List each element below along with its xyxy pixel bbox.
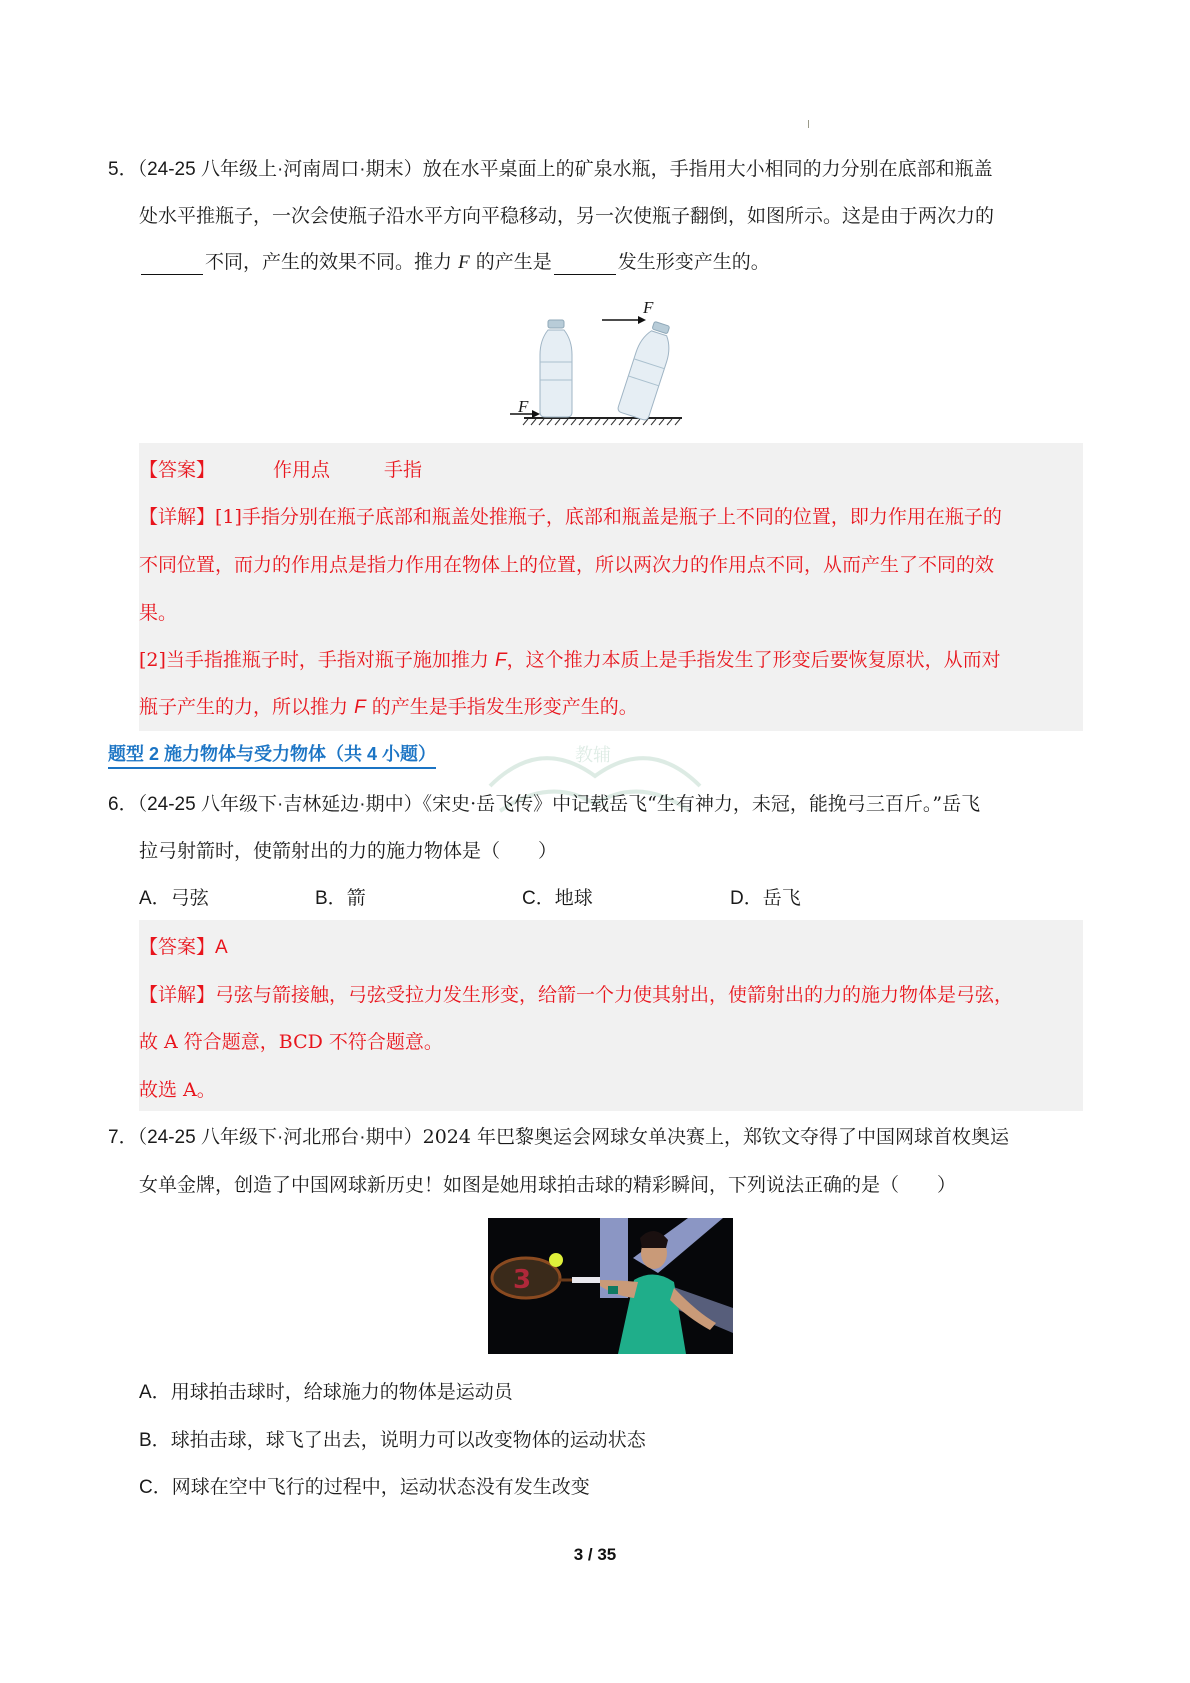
option-text: 地球	[554, 887, 593, 909]
q6-detail-line-3: 故选 A。	[139, 1079, 216, 1101]
option-key: B．	[139, 1430, 171, 1451]
q5-answer-box	[139, 443, 1083, 731]
answer-blank-1[interactable]	[141, 254, 203, 275]
q5-text: 放在水平桌面上的矿泉水瓶，手指用大小相同的力分别在底部和瓶盖	[422, 158, 993, 180]
svg-text:3: 3	[513, 1265, 532, 1295]
q5-number: 5．	[108, 159, 138, 180]
q5-source: （24-25 八年级上·河南周口·期末）	[137, 159, 423, 180]
section-heading: 题型 2 施力物体与受力物体（共 4 小题）	[108, 740, 436, 769]
answer-1: 作用点	[273, 459, 331, 481]
q5-line-3	[139, 250, 770, 275]
detail-text: ，这个推力本质上是手指发生了形变后要恢复原状，从而对	[506, 649, 1001, 671]
option-key: A．	[139, 1382, 171, 1403]
answer-value: A	[215, 937, 228, 958]
q7-option-c[interactable]	[139, 1475, 590, 1500]
option-key: D．	[730, 888, 763, 909]
q6-option-d[interactable]	[730, 886, 801, 911]
detail-label: 【详解】	[139, 984, 216, 1006]
q6-line-2: 拉弓射箭时，使箭射出的力的施力物体是（ ）	[139, 840, 558, 862]
force-label-left: F	[518, 397, 529, 416]
variable-f: F	[354, 697, 366, 718]
answer-blank-2[interactable]	[554, 254, 616, 275]
bottle-upright	[540, 320, 572, 417]
detail-label: 【详解】	[139, 506, 216, 528]
option-text: 岳飞	[762, 887, 801, 909]
variable-f: F	[458, 252, 470, 273]
option-text: 用球拍击球时，给球施力的物体是运动员	[170, 1381, 513, 1403]
detail-text: 弓弦与箭接触，弓弦受拉力发生形变，给箭一个力使其射出，使箭射出的力的施力物体是弓弦，	[215, 984, 1014, 1006]
q7-line-2: 女单金牌，创造了中国网球新历史！如图是她用球拍击球的精彩瞬间，下列说法正确的是（ ）	[139, 1174, 957, 1196]
q6-answer	[139, 935, 228, 960]
q5-line-2: 处水平推瓶子，一次会使瓶子沿水平方向平稳移动，另一次使瓶子翻倒，如图所示。这是由于两次力的	[139, 205, 995, 227]
q6-number: 6．	[108, 794, 138, 815]
q6-detail-line-1	[139, 983, 1013, 1007]
q6-source: （24-25 八年级下·吉林延边·期中）	[137, 794, 423, 815]
option-key: A．	[139, 888, 171, 909]
option-key: B．	[315, 888, 347, 909]
detail-text: 的产生是手指发生形变产生的。	[371, 696, 638, 718]
option-key: C．	[522, 888, 555, 909]
q5-text: 不同，产生的效果不同。推力	[205, 251, 453, 273]
answer-label: 【答案】	[139, 936, 216, 958]
q6-option-c[interactable]	[522, 886, 593, 911]
q7-line-1	[108, 1125, 1009, 1150]
detail-text: [2]当手指推瓶子时，手指对瓶子施加推力	[139, 649, 489, 671]
detail-text: [1]手指分别在瓶子底部和瓶盖处推瓶子，底部和瓶盖是瓶子上不同的位置，即力作用在瓶子的	[215, 506, 1002, 528]
tennis-illustration	[488, 1218, 733, 1354]
variable-f: F	[494, 650, 507, 671]
q7-option-a[interactable]	[139, 1380, 513, 1405]
answer-label: 【答案】	[139, 459, 216, 481]
svg-text:教辅: 教辅	[575, 745, 611, 766]
q6-text: 《宋史·岳飞传》中记载岳飞“生有神力，未冠，能挽弓三百斤。”岳飞	[422, 793, 981, 815]
detail-text: 瓶子产生的力，所以推力	[139, 696, 349, 718]
bottle-tilted	[617, 319, 677, 421]
q6-line-1	[108, 792, 980, 817]
q5-answer	[139, 458, 422, 482]
q6-option-a[interactable]	[139, 886, 209, 911]
option-text: 箭	[346, 887, 366, 909]
q5-detail-line-2: 不同位置，而力的作用点是指力作用在物体上的位置，所以两次力的作用点不同，从而产生了不同的效	[139, 554, 995, 576]
option-text: 球拍击球，球飞了出去，说明力可以改变物体的运动状态	[170, 1429, 646, 1451]
option-text: 网球在空中飞行的过程中，运动状态没有发生改变	[171, 1476, 590, 1498]
q5-detail-line-4	[139, 648, 1001, 673]
tennis-photo	[488, 1218, 733, 1354]
q5-text: 的产生是	[475, 251, 552, 273]
option-text: 弓弦	[170, 887, 209, 909]
q7-option-b[interactable]	[139, 1428, 646, 1453]
q5-detail-line-3: 果。	[139, 602, 178, 624]
q5-text: 发生形变产生的。	[617, 251, 770, 273]
q5-line-1	[108, 157, 993, 182]
q6-option-b[interactable]	[315, 886, 366, 911]
page-number: 3 / 35	[573, 1545, 617, 1564]
q7-number: 7．	[108, 1127, 138, 1148]
q6-detail-line-2: 故 A 符合题意，BCD 不符合题意。	[139, 1031, 443, 1053]
watermark-logo	[480, 716, 710, 846]
q5-detail-line-1	[139, 505, 1002, 529]
q6-answer-box	[139, 920, 1083, 1111]
bottles-figure	[510, 300, 710, 430]
option-key: C．	[139, 1477, 172, 1498]
answer-2: 手指	[384, 459, 423, 481]
q7-source: （24-25 八年级下·河北邢台·期中）	[137, 1127, 423, 1148]
page-mark	[808, 120, 809, 128]
q7-text: 2024 年巴黎奥运会网球女单决赛上，郑钦文夺得了中国网球首枚奥运	[422, 1126, 1010, 1148]
force-label-right: F	[643, 298, 654, 317]
